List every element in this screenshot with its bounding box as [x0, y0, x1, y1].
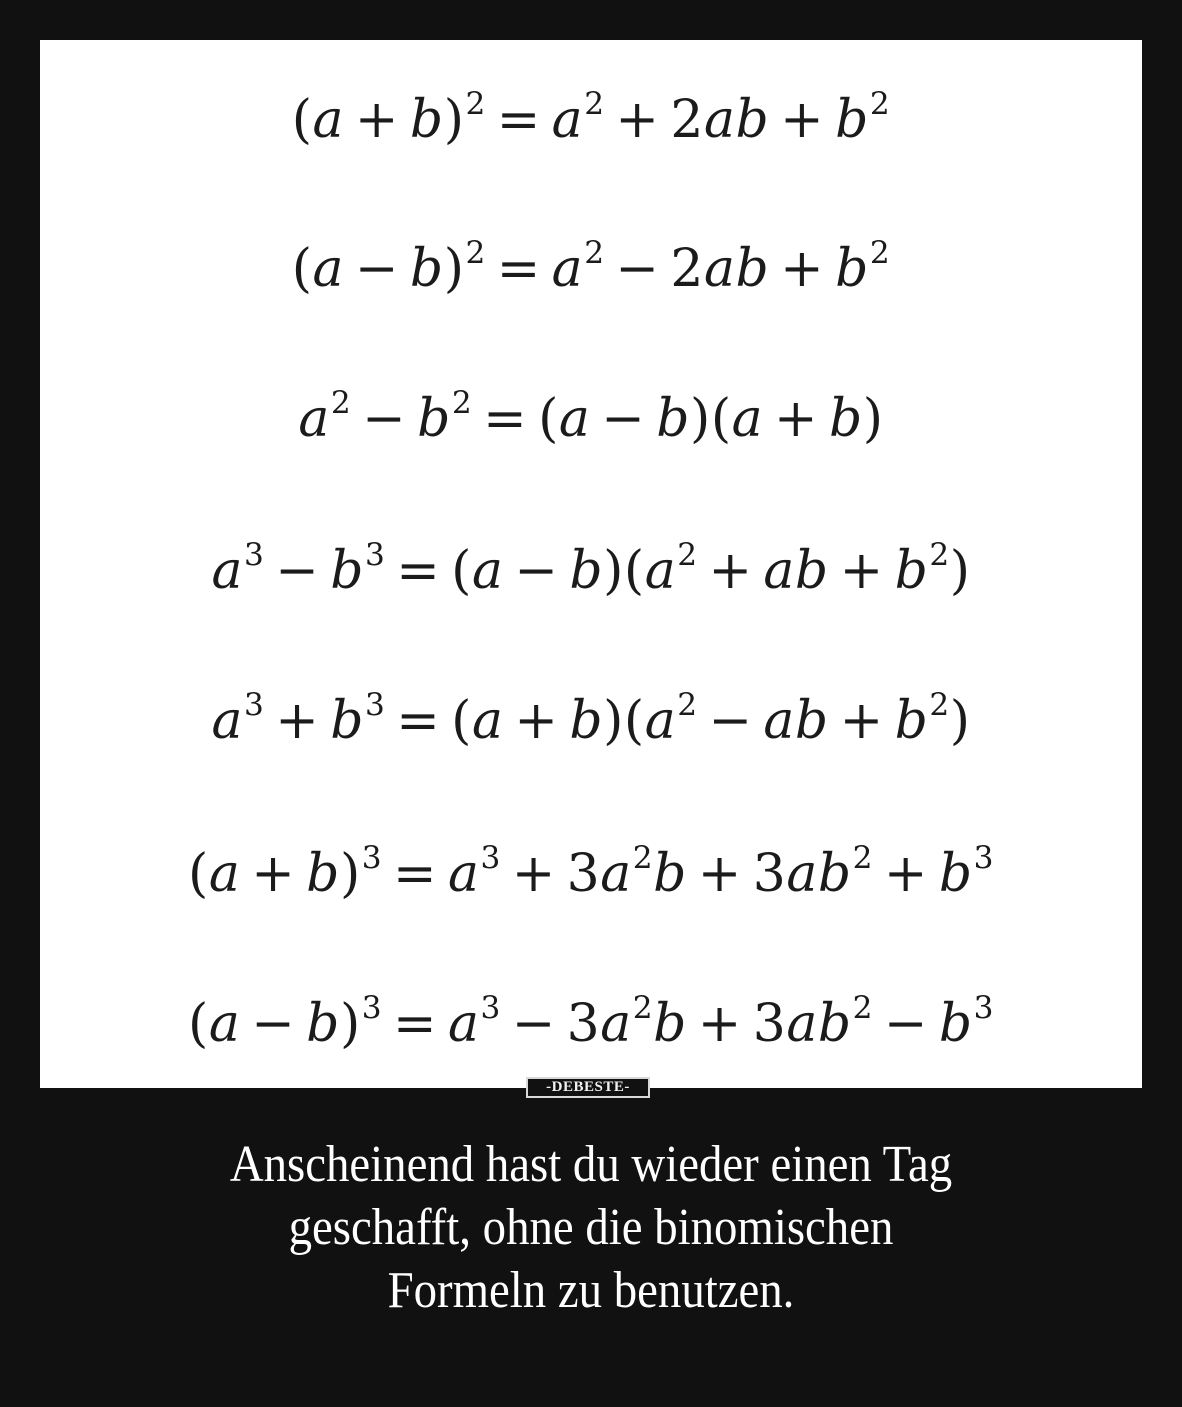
variable: b [894, 691, 929, 751]
exponent: 3 [365, 536, 386, 573]
operator: + [769, 239, 836, 299]
operator: − [872, 994, 939, 1054]
operator: + [503, 691, 570, 751]
exponent: 3 [365, 686, 386, 723]
variable: a [447, 994, 480, 1054]
operator: + [769, 90, 836, 150]
operator: ( [291, 239, 313, 299]
formula-binomial-3 [40, 384, 1142, 449]
exponent: 3 [973, 989, 994, 1026]
variable: ab [763, 541, 829, 601]
variable: b [828, 389, 863, 449]
variable: ab [786, 994, 852, 1054]
operator: + [264, 691, 331, 751]
exponent: 2 [584, 85, 605, 122]
variable: b [569, 541, 604, 601]
operator: + 3 [686, 994, 787, 1054]
variable: b [835, 239, 869, 299]
operator: − [351, 389, 418, 449]
exponent: 2 [852, 839, 873, 876]
variable: a [644, 691, 677, 751]
operator: + [828, 541, 895, 601]
operator: − [240, 994, 307, 1054]
caption-line-1: Anscheinend hast du wieder einen Tag [229, 1136, 953, 1193]
meme-caption [59, 1133, 1123, 1322]
caption-line-2: geschafft, ohne die binomischen [288, 1199, 894, 1256]
exponent: 2 [852, 989, 873, 1026]
operator: = ( [385, 541, 472, 601]
formula-cube-of-sum [40, 839, 1142, 904]
operator: + [872, 844, 939, 904]
exponent: 3 [244, 536, 265, 573]
operator: = ( [472, 389, 559, 449]
operator: + [697, 541, 764, 601]
operator: ) [339, 844, 361, 904]
operator: − [697, 691, 764, 751]
variable: b [409, 239, 444, 299]
exponent: 2 [584, 234, 605, 271]
operator: ) [339, 994, 361, 1054]
variable: b [306, 844, 340, 904]
operator: ) [862, 389, 884, 449]
exponent: 3 [361, 839, 383, 876]
variable: b [417, 389, 451, 449]
operator: )( [603, 541, 645, 601]
operator: + [240, 844, 307, 904]
exponent: 3 [973, 839, 994, 876]
exponent: 2 [330, 384, 352, 421]
exponent: 2 [869, 234, 891, 271]
operator: = [382, 844, 448, 904]
variable: b [656, 389, 691, 449]
operator: )( [603, 691, 645, 751]
exponent: 3 [480, 989, 501, 1026]
variable: a [208, 844, 241, 904]
exponent: 2 [929, 536, 950, 573]
variable: a [312, 90, 345, 150]
variable: a [471, 541, 504, 601]
variable: b [938, 994, 973, 1054]
exponent: 2 [869, 85, 891, 122]
operator: + 3 [500, 844, 601, 904]
operator: + 3 [686, 844, 787, 904]
operator: − [344, 239, 410, 299]
variable: ab [703, 239, 770, 299]
variable: b [330, 541, 364, 601]
operator: + 2 [604, 90, 704, 150]
variable: a [731, 389, 764, 449]
exponent: 3 [361, 989, 383, 1026]
formula-panel [40, 40, 1142, 1088]
exponent: 2 [632, 989, 654, 1026]
operator: − 2 [604, 239, 704, 299]
operator: ) [443, 239, 465, 299]
variable: b [938, 844, 973, 904]
operator: − [264, 541, 331, 601]
exponent: 3 [244, 686, 265, 723]
variable: a [600, 994, 632, 1054]
operator: + [828, 691, 895, 751]
variable: a [600, 844, 632, 904]
operator: − [503, 541, 570, 601]
formula-difference-of-cubes [40, 536, 1142, 601]
formula-cube-of-difference [40, 989, 1142, 1054]
exponent: 2 [677, 686, 698, 723]
operator: + [344, 90, 410, 150]
variable: a [558, 389, 591, 449]
operator: = [485, 239, 552, 299]
operator: )( [690, 389, 732, 449]
operator: − [590, 389, 657, 449]
variable: a [551, 239, 584, 299]
variable: a [312, 239, 345, 299]
exponent: 3 [480, 839, 501, 876]
variable: b [330, 691, 364, 751]
variable: a [208, 994, 241, 1054]
variable: a [551, 90, 584, 150]
variable: a [447, 844, 480, 904]
operator: ( [188, 994, 209, 1054]
operator: − 3 [500, 994, 601, 1054]
caption-line-3: Formeln zu benutzen. [387, 1262, 795, 1319]
variable: ab [786, 844, 852, 904]
operator: ) [443, 90, 465, 150]
formula-binomial-1 [40, 85, 1142, 150]
operator: = [485, 90, 552, 150]
operator: = [382, 994, 448, 1054]
variable: ab [703, 90, 770, 150]
variable: a [211, 541, 244, 601]
variable: b [835, 90, 869, 150]
operator: ) [949, 541, 971, 601]
variable: b [653, 994, 687, 1054]
variable: a [471, 691, 504, 751]
exponent: 2 [451, 384, 473, 421]
variable: a [211, 691, 244, 751]
variable: b [894, 541, 929, 601]
exponent: 2 [929, 686, 950, 723]
variable: a [644, 541, 677, 601]
variable: a [298, 389, 330, 449]
variable: b [653, 844, 687, 904]
formula-sum-of-cubes [40, 686, 1142, 751]
operator: = ( [385, 691, 472, 751]
formula-binomial-2 [40, 234, 1142, 299]
exponent: 2 [465, 85, 486, 122]
debeste-watermark-logo: -DEBESTE- [526, 1077, 650, 1098]
operator: ( [291, 90, 313, 150]
variable: b [409, 90, 444, 150]
operator: + [763, 389, 829, 449]
exponent: 2 [632, 839, 654, 876]
operator: ( [188, 844, 209, 904]
operator: ) [949, 691, 971, 751]
variable: b [569, 691, 604, 751]
exponent: 2 [465, 234, 486, 271]
variable: b [306, 994, 340, 1054]
exponent: 2 [677, 536, 698, 573]
variable: ab [763, 691, 829, 751]
